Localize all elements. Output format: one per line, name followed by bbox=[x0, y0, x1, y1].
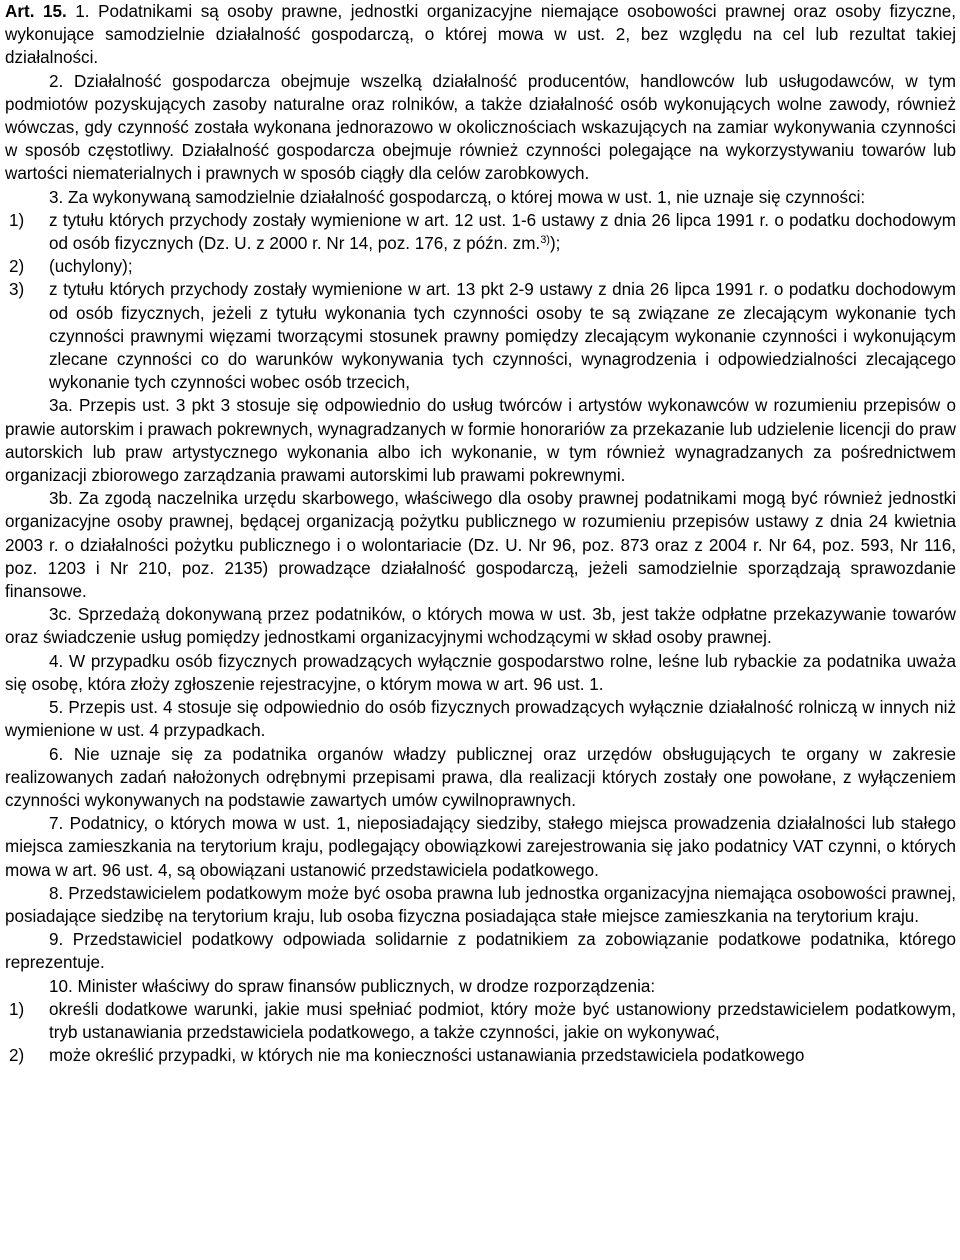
paragraph-4: 4. W przypadku osób fizycznych prowadzących wyłącznie gospodarstwo rolne, leśne lub rybackie za podatnika uważa się osobę, która złoży zgłoszenie rejestracyjne, o którym mowa w art. 96 ust. 1. bbox=[5, 651, 956, 694]
footnote-ref: 3) bbox=[540, 234, 550, 247]
list-item-text-tail: ); bbox=[549, 234, 561, 254]
list-item bbox=[5, 209, 956, 255]
paragraph-2: 2. Działalność gospodarcza obejmuje wszelką działalność producentów, handlowców lub usługodawców, w tym podmiotów pozyskujących zasoby naturalne oraz rolników, a także działalność osób wykonujących wolne zawody, również wówczas, gdy czynność została wykonana jednorazowo w okolicznościach wskazujących na zamiar wykonywania czynności w sposób częstotliwy. Działalność gospodarcza obejmuje również czynności polegające na wykorzystywaniu towarów lub wartości niematerialnych i prawnych w sposób ciągły dla celów zarobkowych. bbox=[5, 71, 956, 184]
paragraph-10: 10. Minister właściwy do spraw finansów publicznych, w drodze rozporządzenia: bbox=[49, 976, 656, 996]
paragraph-3: 3. Za wykonywaną samodzielnie działalność gospodarczą, o której mowa w ust. 1, nie uznaje się czynności: bbox=[49, 187, 866, 207]
list-item-text: określi dodatkowe warunki, jakie musi spełniać podmiot, który może być ustanowiony przedstawicielem podatkowym, tryb ustanawiania przedstawiciela podatkowego, a także czynności, jakie on wykonywać, bbox=[49, 999, 956, 1042]
list-item-number: 3) bbox=[9, 280, 25, 300]
list-item bbox=[5, 998, 956, 1044]
paragraph-8: 8. Przedstawicielem podatkowym może być osoba prawna lub jednostka organizacyjna niemająca osobowości prawnej, posiadające siedzibę na terytorium kraju, lub osoba fizyczna posiadająca stałe miejsce zamieszkania na terytorium kraju. bbox=[5, 883, 956, 926]
list-item-number: 1) bbox=[9, 999, 25, 1019]
list-item bbox=[5, 255, 956, 278]
paragraph-1 bbox=[5, 0, 956, 70]
list-item-text-main: z tytułu których przychody zostały wymienione w art. 12 ust. 1-6 ustawy z dnia 26 lipca 1991 r. o podatku dochodowym od osób fizycznych (Dz. U. z 2000 r. Nr 14, poz. 176, z późn. zm. bbox=[49, 210, 956, 254]
paragraph-1-text: 1. Podatnikami są osoby prawne, jednostki organizacyjne niemające osobowości prawnej oraz osoby fizyczne, wykonujące samodzielnie działalność gospodarczą, o której mowa w ust. 2, bez względu na cel lub rezultat takiej działalności. bbox=[5, 2, 956, 68]
list-item-text bbox=[49, 209, 956, 255]
list-item bbox=[5, 278, 956, 394]
paragraph-3c: 3c. Sprzedażą dokonywaną przez podatników, o których mowa w ust. 3b, jest także odpłatne przekazywanie towarów oraz świadczenie usług pomiędzy jednostkami organizacyjnymi wchodzącymi w skład osoby prawnej. bbox=[5, 605, 956, 648]
list-item-number: 1) bbox=[9, 210, 25, 230]
paragraph-6: 6. Nie uznaje się za podatnika organów władzy publicznej oraz urzędów obsługujących te organy w zakresie realizowanych zadań nałożonych odrębnymi przepisami prawa, dla realizacji których zostały one powołane, z wyłączeniem czynności wykonywanych na podstawie zawartych umów cywilnoprawnych. bbox=[5, 744, 956, 810]
list-item-text: (uchylony); bbox=[49, 257, 133, 277]
paragraph-7: 7. Podatnicy, o których mowa w ust. 1, nieposiadający siedziby, stałego miejsca prowadzenia działalności lub stałego miejsca zamieszkania na terytorium kraju, podlegający obowiązkowi zarejestrowania się jako podatnicy VAT czynni, o których mowa w art. 96 ust. 4, są obowiązani ustanowić przedstawiciela podatkowego. bbox=[5, 814, 956, 880]
list-item-number: 2) bbox=[9, 1046, 25, 1066]
list-item-number: 2) bbox=[9, 257, 25, 277]
article-heading: Art. 15. bbox=[5, 2, 67, 21]
paragraph-9: 9. Przedstawiciel podatkowy odpowiada solidarnie z podatnikiem za zobowiązanie podatkowe podatnika, którego reprezentuje. bbox=[5, 930, 956, 973]
paragraph-3a: 3a. Przepis ust. 3 pkt 3 stosuje się odpowiednio do usług twórców i artystów wykonawców w rozumieniu przepisów o prawie autorskim i prawach pokrewnych, wynagradzanych w formie honorariów za przekazanie lub udzielenie licencji do praw autorskich lub praw artystycznego wykonania albo ich wykonanie, w tym również wynagradzanych za pośrednictwem organizacji zbiorowego zarządzania prawami autorskimi lub prawami pokrewnymi. bbox=[5, 396, 956, 486]
paragraph-3b: 3b. Za zgodą naczelnika urzędu skarbowego, właściwego dla osoby prawnej podatnikami mogą być również jednostki organizacyjne osoby prawnej, będącej organizacją pożytku publicznego w rozumieniu przepisów ustawy z dnia 24 kwietnia 2003 r. o działalności pożytku publicznego i o wolontariacie (Dz. U. Nr 96, poz. 873 oraz z 2004 r. Nr 64, poz. 593, Nr 116, poz. 1203 i Nr 210, poz. 2135) prowadzące działalność gospodarczą, jeżeli samodzielnie sporządzają sprawozdanie finansowe. bbox=[5, 489, 956, 602]
list-item-text: z tytułu których przychody zostały wymienione w art. 13 pkt 2-9 ustawy z dnia 26 lipca 1991 r. o podatku dochodowym od osób fizycznych, jeżeli z tytułu wykonania tych czynności osoby te są związane ze zlecającym wykonanie tych czynności prawnymi więzami tworzącymi stosunek prawny pomiędzy zlecającym wykonanie czynności i wykonującym zlecane czynności co do warunków wykonywania tych czynności, wynagrodzenia i odpowiedzialności zlecającego wykonanie tych czynności wobec osób trzecich, bbox=[49, 280, 956, 393]
list-item bbox=[5, 1044, 956, 1067]
list-item-text: może określić przypadki, w których nie ma konieczności ustanawiania przedstawiciela podatkowego bbox=[49, 1046, 805, 1066]
paragraph-5: 5. Przepis ust. 4 stosuje się odpowiednio do osób fizycznych prowadzących wyłącznie działalność rolniczą w innych niż wymienione w ust. 4 przypadkach. bbox=[5, 698, 956, 741]
